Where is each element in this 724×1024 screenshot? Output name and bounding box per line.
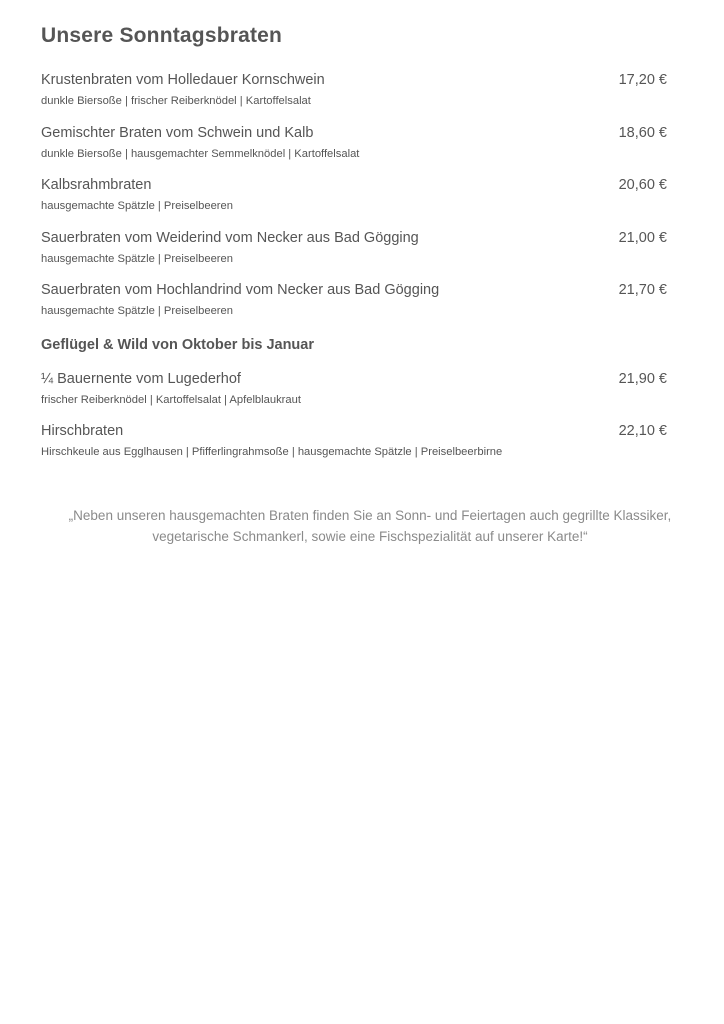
section-heading: Geflügel & Wild von Oktober bis Januar	[41, 336, 314, 353]
item-price: 17,20 €	[618, 72, 667, 88]
item-name: Hirschbraten	[41, 423, 124, 439]
quote-line: „Neben unseren hausgemachten Braten finden Sie an Sonn- und Feiertagen auch gegrillte Klassiker,	[68, 508, 672, 523]
menu-list	[41, 72, 667, 476]
menu-item	[41, 371, 667, 424]
menu-item	[41, 282, 667, 335]
page-title: Unsere Sonntagsbraten	[41, 24, 283, 47]
item-name: Kalbsrahmbraten	[41, 177, 152, 193]
item-description: frischer Reiberknödel | Kartoffelsalat | Apfelblaukraut	[41, 393, 301, 406]
closing-quote	[41, 506, 699, 547]
item-price: 22,10 €	[618, 423, 667, 439]
item-price: 21,00 €	[618, 229, 667, 246]
item-price: 21,70 €	[618, 282, 667, 298]
item-description: Hirschkeule aus Egglhausen | Pfifferlingrahmsoße | hausgemachte Spätzle | Preiselbeerbirne	[41, 446, 503, 458]
item-description: dunkle Biersoße | hausgemachter Semmelknödel | Kartoffelsalat	[41, 147, 360, 160]
item-name: Krustenbraten vom Holledauer Kornschwein	[41, 72, 325, 88]
quote-line: vegetarische Schmankerl, sowie eine Fischspezialität auf unserer Karte!“	[152, 528, 588, 544]
menu-item	[41, 72, 667, 125]
item-description: hausgemachte Spätzle | Preiselbeeren	[41, 252, 233, 265]
item-price: 18,60 €	[618, 124, 667, 141]
item-name: Gemischter Braten vom Schwein und Kalb	[41, 124, 314, 141]
item-description: dunkle Biersoße | frischer Reiberknödel | Kartoffelsalat	[41, 95, 311, 107]
menu-item	[41, 125, 667, 178]
item-description: hausgemachte Spätzle | Preiselbeeren	[41, 305, 233, 317]
item-name: Sauerbraten vom Weiderind vom Necker aus Bad Gögging	[41, 229, 419, 246]
menu-item	[41, 423, 667, 476]
item-name: Sauerbraten vom Hochlandrind vom Necker aus Bad Gögging	[41, 282, 440, 298]
menu-item	[41, 177, 667, 230]
item-price: 21,90 €	[618, 370, 667, 387]
item-description: hausgemachte Spätzle | Preiselbeeren	[41, 200, 233, 212]
item-name: ¼ Bauernente vom Lugederhof	[41, 370, 241, 387]
item-price: 20,60 €	[618, 177, 667, 193]
menu-item	[41, 230, 667, 283]
